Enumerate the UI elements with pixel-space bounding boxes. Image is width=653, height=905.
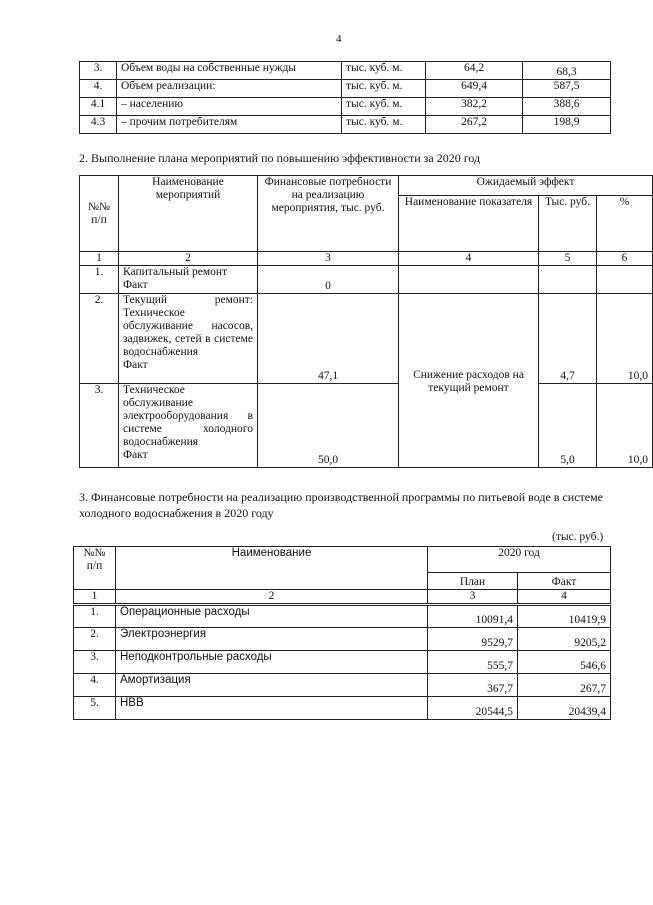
row-number: 3.: [74, 651, 116, 674]
header-pct: %: [597, 196, 653, 252]
fact-value: 267,7: [518, 674, 611, 697]
fact-value: 546,6: [518, 651, 611, 674]
row-number: 5.: [74, 697, 116, 720]
col-number: 1: [74, 590, 116, 605]
plan-value: 555,7: [428, 651, 518, 674]
row-number: 2.: [80, 294, 119, 384]
table-row: [80, 62, 611, 80]
volume-table: [79, 61, 611, 134]
fact-value: 10419,9: [518, 605, 611, 628]
measure-name: Текущий ремонт: Техническое обслуживание насосов, задвижек, сетей в системе водоснабжения: [123, 294, 253, 358]
row-unit: тыс. куб. м.: [342, 116, 426, 134]
row-number: 3.: [80, 384, 119, 468]
value-1: 64,2: [426, 62, 523, 80]
indicator-name: Снижение расходов на текущий ремонт: [399, 294, 539, 468]
column-numbers-row: [74, 590, 611, 605]
header-fact: Факт: [518, 573, 611, 590]
rub-value: 4,7: [539, 294, 597, 384]
row-name: Операционные расходы: [116, 605, 428, 628]
table-row: [80, 116, 611, 134]
header-effect: Ожидаемый эффект: [399, 176, 653, 196]
table-row: [80, 294, 653, 384]
row-name: НВВ: [116, 697, 428, 720]
table-row: [74, 697, 611, 720]
row-name: [119, 384, 258, 468]
row-name: [119, 266, 258, 294]
table-row: [74, 674, 611, 697]
value-2: 388,6: [523, 98, 611, 116]
row-number: 4.: [74, 674, 116, 697]
row-number: 1.: [80, 266, 119, 294]
rub-value: 5,0: [539, 384, 597, 468]
header-name: Наименование: [116, 547, 428, 590]
col-number: 3: [428, 590, 518, 605]
row-number: 1.: [74, 605, 116, 628]
row-number: 4.1: [80, 98, 117, 116]
header-rub: Тыс. руб.: [539, 196, 597, 252]
header-num: №№ п/п: [80, 176, 119, 252]
col-number: 3: [258, 252, 399, 266]
plan-value: 367,7: [428, 674, 518, 697]
table-row: [80, 384, 653, 468]
fact-label: Факт: [123, 449, 148, 461]
row-name: – населению: [117, 98, 342, 116]
fin-value: 50,0: [258, 384, 399, 468]
section-2-heading: 2. Выполнение плана мероприятий по повышению эффективности за 2020 год: [79, 151, 481, 165]
row-number: 2.: [74, 628, 116, 651]
value-1: 382,2: [426, 98, 523, 116]
row-name: Объем реализации:: [117, 80, 342, 98]
row-unit: тыс. куб. м.: [342, 98, 426, 116]
pct-value: 10,0: [597, 384, 653, 468]
row-name: – прочим потребителям: [117, 116, 342, 134]
plan-value: 10091,4: [428, 605, 518, 628]
header-num: №№ п/п: [74, 547, 116, 590]
table-row: [80, 266, 653, 294]
page-number: 4: [336, 33, 342, 45]
value-2: 587,5: [523, 80, 611, 98]
header-year: 2020 год: [428, 547, 611, 573]
table-row: [80, 80, 611, 98]
row-name: Неподконтрольные расходы: [116, 651, 428, 674]
plan-value: 20544,5: [428, 697, 518, 720]
col-number: 2: [116, 590, 428, 605]
finance-table: [73, 546, 611, 720]
plan-value: 9529,7: [428, 628, 518, 651]
col-number: 5: [539, 252, 597, 266]
row-number: 4.: [80, 80, 117, 98]
value-1: 267,2: [426, 116, 523, 134]
table-row: [74, 651, 611, 674]
measures-table: [79, 175, 653, 468]
header-indicator: Наименование показателя: [399, 196, 539, 252]
col-number: 4: [518, 590, 611, 605]
row-number: 3.: [80, 62, 117, 80]
header-plan: План: [428, 573, 518, 590]
table-row: [80, 98, 611, 116]
measure-name: Капитальный ремонт: [123, 266, 228, 278]
col-number: 2: [119, 252, 258, 266]
header-name: Наименование мероприятий: [119, 176, 258, 252]
value-2: 68,3: [523, 62, 611, 80]
table-row: [74, 605, 611, 628]
row-name: Объем воды на собственные нужды: [117, 62, 342, 80]
section-3-heading: 3. Финансовые потребности на реализацию производственной программы по питьевой воде в системе холодного водоснабжения в 2020 году: [79, 490, 604, 520]
pct-value: 10,0: [597, 294, 653, 384]
row-unit: тыс. куб. м.: [342, 62, 426, 80]
row-name: Электроэнергия: [116, 628, 428, 651]
unit-note: (тыс. руб.): [552, 531, 604, 543]
fact-label: Факт: [123, 359, 148, 371]
col-number: 1: [80, 252, 119, 266]
fact-label: Факт: [123, 279, 148, 291]
value-1: 649,4: [426, 80, 523, 98]
fact-value: 20439,4: [518, 697, 611, 720]
value-2: 198,9: [523, 116, 611, 134]
measure-name: Техническое обслуживание электрооборудования в системе холодного водоснабжения: [123, 384, 253, 448]
row-unit: тыс. куб. м.: [342, 80, 426, 98]
col-number: 4: [399, 252, 539, 266]
col-number: 6: [597, 252, 653, 266]
row-number: 4.3: [80, 116, 117, 134]
header-fin: Финансовые потребности на реализацию мероприятия, тыс. руб.: [258, 176, 399, 252]
table-row: [74, 628, 611, 651]
fact-value: 9205,2: [518, 628, 611, 651]
row-name: [119, 294, 258, 384]
fin-value: 0: [258, 266, 399, 294]
fin-value: 47,1: [258, 294, 399, 384]
row-name: Амортизация: [116, 674, 428, 697]
column-numbers-row: [80, 252, 653, 266]
